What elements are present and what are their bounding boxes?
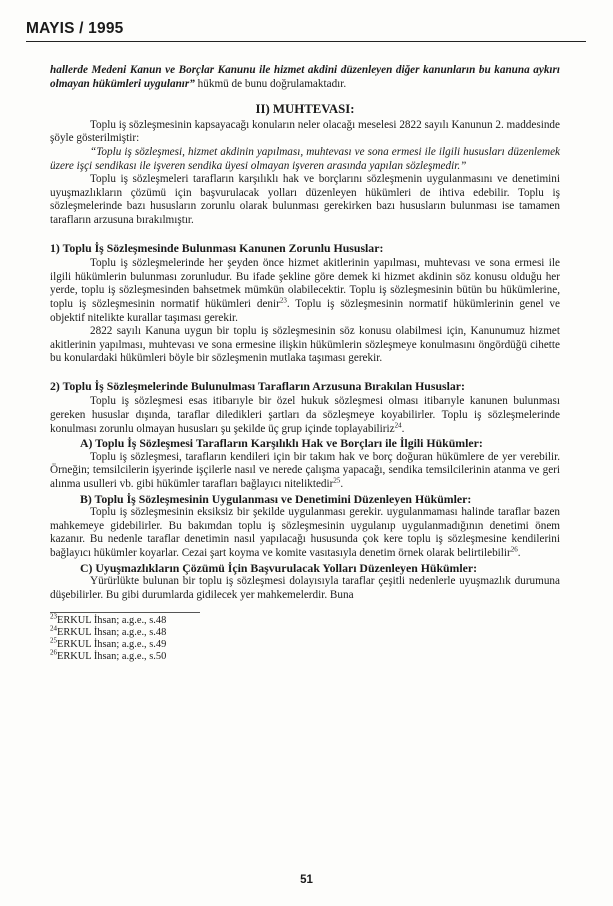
- s2b-paragraph-text-b: .: [517, 547, 521, 559]
- s2b-paragraph-text-a: Toplu iş sözleşmesinin eksiksiz bir şekilde uygulanması gerekir. uygulanmaması halinde taraflar bazen mahkemeye gidebilirler. Bu bakımdan toplu iş sözleşmesinin uygulanıp uygulanmadığının denetimi önem kazanır. Bu nedenle taraflar denetimin nasıl yapılacağı hususunda çok kere toplu iş sözleşmesine kendilerini bağlayıcı hükümler koyarlar. Cezai şart koyma ve komite vasıtasıyla denetim örnek olarak belirtilebilir: [50, 506, 560, 559]
- footnote-number: 23: [50, 612, 57, 621]
- footnote-number: 25: [50, 636, 57, 645]
- s2-paragraph-text-a: Toplu iş sözleşmesi esas itibarıyle bir özel hukuk sözleşmesi olması itibarıyle kanunen bulunması gereken hususlar dışında, taraflar diledikleri şartları da sözleşmeye koyabilirler. Toplu iş sözleşmelerinde konulması zorunlu olmayan hususları şu şekilde üç grup içinde toplayabiliriz: [50, 395, 560, 435]
- intro-italic-text: hallerde Medeni Kanun ve Borçlar Kanunu ile hizmet akdini düzenleyen diğer kanunların bu kanuna aykırı olmayan hükümleri uygulanır”: [50, 64, 560, 90]
- intro-paragraph: [50, 64, 560, 91]
- s1-paragraph-1: [50, 257, 560, 325]
- s2-paragraph-text-b: .: [401, 422, 405, 435]
- footnote-26: [50, 648, 560, 663]
- section-paragraph-2: Toplu iş sözleşmeleri tarafların karşılıklı hak ve borçlarını sözleşmenin uygulanmasını ve denetimini uyuşmazlıkların çözümü için başvurulacak yolları düzenleyen hükümleri de ihtiva edebilir. Toplu iş sözleşmelerinde bazı hususların zorunlu olarak bulunması gerekirken bazı hususların bulunması ise tamamen tarafların arzusuna bırakılmıştır.: [50, 173, 560, 226]
- heading-2a: A) Toplu İş Sözleşmesi Tarafların Karşılıklı Hak ve Borçları ile İlgili Hükümler:: [80, 436, 483, 451]
- footnote-ref-23: 23: [279, 296, 287, 305]
- intro-rest-text: hükmü de bunu doğrulamaktadır.: [194, 77, 347, 90]
- heading-2: 2) Toplu İş Sözleşmelerinde Bulunulması Tarafların Arzusuna Bırakılan Hususlar:: [50, 378, 465, 393]
- footnote-23: [50, 612, 560, 627]
- footnote-text: ERKUL İhsan; a.g.e., s.48: [57, 615, 167, 627]
- footnote-divider: [50, 612, 200, 613]
- footnote-number: 24: [50, 624, 57, 633]
- footnote-text: ERKUL İhsan; a.g.e., s.50: [57, 650, 167, 662]
- page-number: 51: [300, 874, 313, 886]
- page-body: [50, 64, 560, 663]
- section-quote: “Toplu iş sözleşmesi, hizmet akdinin yapılması, muhtevası ve sona ermesi ile ilgili hususları düzenlemek üzere işçi sendikası ile işveren sendika üyesi olmayan işveren arasında yapılan sözleşmedir.”: [50, 145, 560, 172]
- section-title: II) MUHTEVASI:: [255, 102, 355, 117]
- running-header-title: MAYIS / 1995: [26, 20, 124, 37]
- s2a-paragraph-text-a: Toplu iş sözleşmesi, tarafların kendileri için bir takım hak ve borç doğuran hükümlere de yer verebilir. Örneğin; temsilcilerin işyerinde işçilerle nasıl ve nerede çalışma yapacağı, sendika temsilcilerinin atanma ve geri alınma usulleri vb. gibi hükümler tarafları bağlayıcı niteliktedir: [50, 450, 560, 491]
- heading-2b: B) Toplu İş Sözleşmesinin Uygulanması ve Denetimini Düzenleyen Hükümler:: [80, 491, 472, 506]
- footnote-number: 26: [50, 648, 57, 657]
- s2-paragraph: [50, 395, 560, 436]
- s2b-paragraph: [50, 506, 560, 560]
- section-paragraph-1: Toplu iş sözleşmesinin kapsayacağı konuların neler olacağı meselesi 2822 sayılı Kanunun 2. maddesinde şöyle gösterilmiştir:: [50, 118, 560, 145]
- s2a-paragraph-text-b: .: [340, 478, 344, 491]
- running-header: [26, 20, 586, 42]
- heading-2c: C) Uyuşmazlıkların Çözümü İçin Başvurulacak Yolları Düzenleyen Hükümler:: [80, 560, 478, 575]
- s2c-paragraph: Yürürlükte bulunan bir toplu iş sözleşmesi dolayısıyla taraflar çeşitli nedenlerle uyuşmazlık durumuna düşebilirler. Bu gibi durumlarda gidilecek yer mahkemelerdir. Buna: [50, 575, 560, 601]
- heading-1: 1) Toplu İş Sözleşmesinde Bulunması Kanunen Zorunlu Hususlar:: [50, 240, 384, 255]
- footnote-text: ERKUL İhsan; a.g.e., s.48: [57, 627, 167, 639]
- s1-paragraph-1-text-b: . Toplu iş sözleşmesinin normatif hükümlerinin genel ve objektif nitelikte kurallar taşıması gerekir.: [50, 297, 560, 324]
- footnote-text: ERKUL İhsan; a.g.e., s.49: [57, 638, 167, 650]
- s1-paragraph-1-text-a: Toplu iş sözleşmelerinde her şeyden önce hizmet akitlerinin yapılması, muhtevası ve sona ermesi ile ilgili hükümlerin bulunması zorunludur. Bu ifade şekline göre demek ki hizmet akdinin söz konusu olduğu her yerde, toplu iş sözleşmesinden bahsetmek mümkün olabilecektir. Toplu iş sözleşmesinin bütün bu hükümlerine, toplu iş sözleşmesinin normatif hükümleri denir: [50, 257, 560, 310]
- footnote-ref-25: 25: [333, 476, 341, 485]
- footnote-25: [50, 636, 560, 651]
- s2a-paragraph: [50, 451, 560, 492]
- footnote-ref-26: 26: [510, 545, 518, 554]
- footnote-24: [50, 624, 560, 639]
- s1-paragraph-2: 2822 sayılı Kanuna uygun bir toplu iş sözleşmesinin söz konusu olabilmesi için, Kanunumuz hizmet akitlerinin yapılması, muhtevası ve sona ermesine ilişkin hükümlerin sözleşmeye konulmasını öngördüğü cihette bu konulardaki hükümleri böyle bir sözleşmenin mutlaka taşıması gerekir.: [50, 325, 560, 365]
- footnote-ref-24: 24: [394, 420, 402, 429]
